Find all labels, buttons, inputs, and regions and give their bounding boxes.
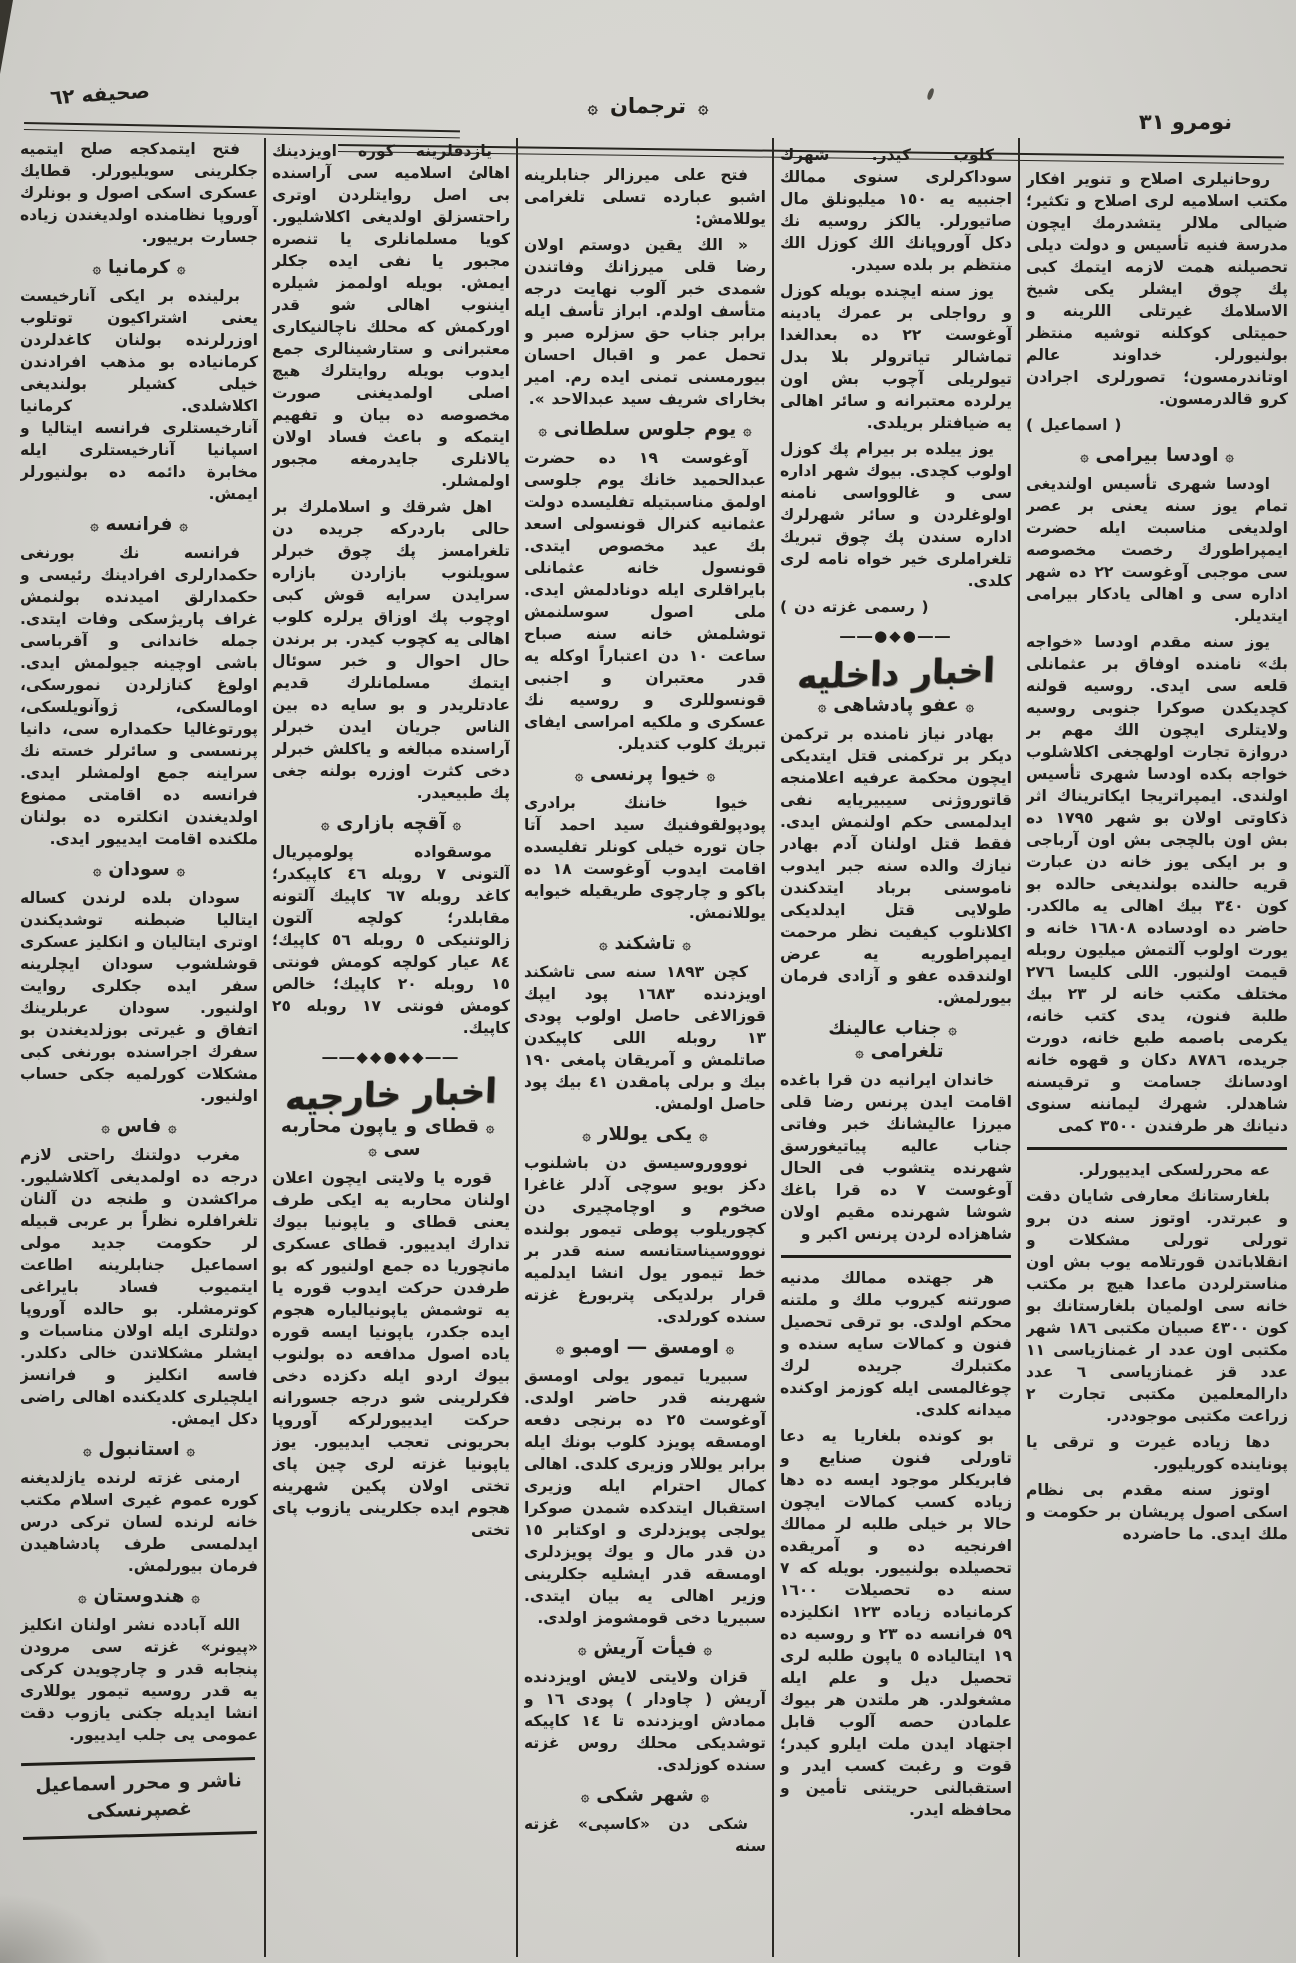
floral-ornament-icon: ۞ [78,1590,87,1606]
floral-ornament-icon: ۞ [743,423,752,439]
section-heading-label: استانبول [98,1439,180,1460]
section-heading [524,1337,766,1360]
floral-ornament-icon: ۞ [682,937,691,953]
article-paragraph: هر جهتده ممالك مدنيه صورتنه كيروب ملك و ملتنه محكم اولدى. بو ترقى تحصيل فنون و كمالات سايه سنده و مكتبلرك جريده لرك چوغالمسى ايله كوزمز اوكنده ميدانه كلدى. [780,1269,1012,1419]
section-heading [20,1586,258,1609]
imprint-box: ناشر و محرر اسماعيل غصپرنسكى [21,1757,257,1840]
section-heading-label: فاس [116,1116,162,1137]
article-paragraph: خاندان ايرانيه دن قرا باغده اقامت ايدن پرنس رضا قلى ميرزا عاليشانك خبر وفاتى جناب عاليه پياتيغورسق شهرنده يتشوب فى الحال آوغوست ٧ ده قرا باغك شوشا شهرنده مقيم اولان شاهزاده لردن پرنس اكبر و [780,1071,1012,1243]
floral-ornament-icon: ۞ [582,1128,591,1144]
floral-ornament-icon: ۞ [699,1128,708,1144]
article-paragraph: مغرب دولتنك راحتى لازم درجه ده اولمديغى آكلاشليور. مراكشدن و طنجه دن آلنان تلغرافلره نظراً بر عربى قبيله لر حكومت جديد مولى اسماعيل جنابلرينه اطاعت ايتميوب فساد بايراغى كوترمشلر. بو حالده آوروپا دولتلرى ايله اولان مناسبات و ايشلر مشكلاتدن خالى دكلدر. فاسه انكليز و فرانسز ايلچيلرى كلديكنده اهالى راضى دكل ايمش. [20,1146,258,1428]
article-paragraph: الله آبادده نشر اولنان انكليز «پيونر» غزته سى مرودن پنجابه قدر و چارچويدن كركى يه قدر روسيه تيمور يوللارى انشا ايديله جكنى يازوب دقت عمومى يى جلب ايدييور. [20,1616,258,1744]
floral-ornament-icon: ۞ [587,98,598,118]
page-number-label: صحيفه ٦٢ [49,78,151,110]
article-paragraph: اوتوز سنه مقدم بى نظام اسكى اصول پريشان بر حكومت و ملك ايدى. ما حاضرده [1026,1481,1288,1543]
masthead-title: ترجمان [610,94,686,118]
article-paragraph: برلينده بر ايكى آنارخيست يعنى اشتراكيون توتلوب اوزرلرنده بولنان كاغدلردن كرمانياده بو مذهب افرادندن خيلى كشيلر بولنديغى اكلاشلدى. كرمانيا آنارخيستلرى فرانسه ايتاليا و اسپانيا آنارخيستلرى ايله مخابرة دائمه ده بولنيورلر ايمش. [20,287,258,503]
article-paragraph: قوره يا ولايتى ايچون اعلان اولنان محاربه يه ايكى طرف يعنى قطاى و ياپونيا بيوك تدارك ايدييور. قطاى عسكرى مانچوريا ده جمع اولنيور كه بو طرفدن حركت ايدوب قوره يا يه توشمش ياپونيالياره هجوم ايده جكدر، ياپونيا ايسه قوره ياده اصول مدافعه ده بولنوب بيوك اردو ايله دكزده دخى فكرلرينى شو درجه جسورانه حركت ايدييورلركه آوروپا بحريونى تعجب ايدييور. يوز ياپونيا غزته لرى چين پاى تختى اولان پكين شهرينه هجوم ايده جكلرينى يازوب پاى تختى [272,1169,510,1539]
column-divider [772,138,774,1957]
floral-ornament-icon: ۞ [574,768,584,784]
section-heading-label: اومسق ― اومبو [571,1337,719,1358]
floral-ornament-icon: ۞ [93,863,102,879]
section-heading-label: اودسا بيرامى [1095,445,1219,466]
masthead [0,94,1296,118]
section-heading [780,695,1012,718]
section-heading-label: يوم جلوس سلطانى [553,419,737,440]
article-paragraph: كچن ١٨٩٣ سنه سى تاشكند اويزدنده ١٦٨٣ پود ايپك قوزالاغى حاصل اولوب پودى ١٣ روبله اللى كاپيكدن صاتلمش و آمريقان پامغى ١٩٠ بيك و برلى پامقدن ٤١ بيك پود حاصل اولمش. [524,963,766,1113]
floral-ornament-icon: ۞ [725,1341,735,1357]
article-paragraph: سبيريا تيمور يولى اومسق شهرينه قدر حاضر اولدى. آوغوست ٢٥ ده برنجى دفعه اومسقه پويزد كلوب بونك ايله برابر يوللار وزيرى كلدى. اهالى كمال احترام ايله وزيرى استقبال ايتدكده شمدن صوكرا يولجى پويزدلرى و اوكتابر ١٥ دن قدر مال و يوك پويزدلرى اومسقه قدر ايشليه جكلرينى وزير اهالى يه بيان ايتدى. سبيريا دخى قومشومز اولدى. [524,1367,766,1627]
section-heading [524,1638,766,1661]
floral-ornament-icon: ۞ [101,1120,110,1136]
article-paragraph: آوغوست ١٩ ده حضرت عبدالحميد خانك يوم جلوسى اولمق مناسبتيله تفليسده دولت عثمانيه كنرال قونسولى اسعد بك عيد مخصوص ايتدى. قونسول خانه عثمانلى بايراقلرى ايله دونادلمش ايدى. ملى اصول سوسلنمش توشلمش خانه سنه صباح ساعت ١٠ دن اعتباراً اوكله يه قدر معتبران و اجنبى قونسوللرى و روسيه نك عسكرى و ملكيه امراسى ايفاى تبريك كلوب كتديلر. [524,449,766,753]
floral-ornament-icon: ۞ [191,1590,200,1606]
column-divider [264,138,266,1957]
article-paragraph: قزان ولايتى لايش اويزدنده آريش ( چاودار ) پودى ١٦ و ممادش اويزدنده تا ١٤ كاپيكه توشديكى محلك روس غزته سنده كوزلدى. [524,1668,766,1774]
floral-ornament-icon: ۞ [321,817,330,833]
section-heading-label: كرمانيا [107,257,171,278]
section-heading [272,813,510,836]
article-paragraph: سودان بلده لرندن كساله ايتاليا ضبطنه توشديكندن اوترى ايتاليان و انكليز عسكرى قوشلشوب سودان ايچلرينه سفر ايده جكلرى روايت اولنيور. سودان عربلرينك اتفاق و غيرتى بوزلديغندن بو سفرك اجراسنده بورنغى كبى مشكلات كورلميه جكى حساب اولنيور. [20,889,258,1105]
section-heading-label: خيوا پرنسى [590,764,700,785]
floral-ornament-icon: ۞ [179,518,188,534]
floral-ornament-icon: ۞ [555,1341,565,1357]
section-heading [524,419,766,442]
article-paragraph: نوووروسيسق دن باشلنوب دكز بويو سوچى آدلر غاغرا صخوم و اوچامچيرى دن كچوريلوب پوطى تيمور بولنده نوووسيناستانسه سنه قدر بر خط تيمور يول انشا ايدلميه قرار برلديكى پتربورغ غزته سنده كورلدى. [524,1154,766,1326]
news-section-title: اخبار داخليه [796,650,996,698]
section-heading [20,1439,258,1462]
column-4 [272,138,510,1957]
floral-ornament-icon: ۞ [90,518,99,534]
floral-ornament-icon: ۞ [177,261,186,277]
article-paragraph: كلوب كيدر. شهرك سوداكرلرى سنوى ممالك اجنبيه يه ١٥٠ ميليونلق مال صاتيورلر. يالكز روسيه نك دكل آوروپانك الك كوزل الك منتظم بر بلده سيدر. [780,146,1012,274]
article-paragraph: اهل شرقك و اسلاملرك بر حالى باردركه جريده دن تلغرامسز پك چوق خبرلر سويلنوب بازاردن بازاره سرايدن سرايه قوش كبى اوچوب پك اوزاق يرلره كلوب اهالى يه كچوب كيدر. بر برندن حال احوال و خبر سوئال ايتمك مسلمانلرك قديم عادتلريدر و بو سايه ده بين الناس جريان ايدن خبرلر آراسنده مبالغه و ياكلش خبرلر دخى كثرت اوزره بولنه جغى پك طبيعيدر. [272,498,510,802]
section-heading [20,514,258,537]
article-paragraph: روحانيلرى اصلاح و تنوير افكار مكتب اسلاميه لرى اصلاح و تكثير؛ ضيالى ملالر يتشدرمك ايچون مدرسة فنيه تأسيس و دولت ديلى تحصيلنه همت لازمه ايتمك كبى پك چوق ايشلر يكى شيخ الاسلامك غيرتلى اللرينه و حميتلى كوكلنه توشيه منتظر بولنيورلر. خداوند عالم اوتاندرمسون؛ تصورلرى اجرادن كرو قالدرمسون. [1026,170,1288,408]
article-paragraph: خيوا خاننك برادرى پودپولقوفنيك سيد احمد آتا جان توره خيلى كونلر تفليسده اقامت ايدوب آوغوست ١٨ ده باكو و چارچوى طريقيله خيوايه يوللانمش. [524,794,766,922]
article-paragraph: يوز ييلده بر بيرام پك كوزل اولوب كچدى. بيوك شهر اداره سى و غالوواسى نامنه اولوغلردن و سائر شهرلرك اداره سندن پك چوق تبريك تلغراملرى خير خواه نامه لرى كلدى. [780,440,1012,590]
floral-ornament-icon: ۞ [186,1443,195,1459]
floral-ornament-icon: ۞ [368,1143,377,1159]
section-heading-label: هندوستان [93,1586,185,1607]
inline-rule [1027,1147,1287,1150]
section-heading [524,1785,766,1808]
floral-ornament-icon: ۞ [485,1120,495,1136]
floral-ornament-icon: ۞ [703,1642,712,1658]
article-paragraph: اودسا شهرى تأسيس اولنديغى تمام يوز سنه يعنى بر عصر اولديغى مناسبت ايله حضرت ايمپراطورك رخصت مخصوصه سى موجبى آوغوست ٢٢ ده شهر اداره سى و اهالى يادكار بيرامى ايتديلر. [1026,475,1288,625]
section-heading [1026,445,1288,468]
section-heading [20,257,258,280]
article-paragraph: شكى دن «كاسپى» غزته سنه [524,1815,766,1855]
ornament-separator: ――●◆●―― [840,627,952,645]
section-heading-label: قطاى و ياپون محاربه سى [280,1116,479,1160]
column-2 [780,138,1012,1957]
scan-corner-artifact [0,0,13,74]
floral-ornament-icon: ۞ [83,1443,92,1459]
article-paragraph: يوز سنه ايچنده بويله كوزل و رواجلى بر عمرك يادينه آوغوست ٢٢ ده بعدالغدا تماشالر تياترولر بلا بدل تيولريلى آچوب بش اون يرلرده معتبرانه و سائر اهالى يه ضيافتلر بريلدى. [780,282,1012,432]
article-paragraph: دها زياده غيرت و ترقى يا پوناينده كوريليور. [1026,1433,1288,1473]
signature-line: ( اسماعيل ) [1026,416,1122,434]
columns-area [20,138,1288,1957]
column-divider [516,138,518,1957]
article-paragraph: فرانسه نك بورنغى حكمدارلرى افرادينك رئيسى و حكمدارلق اميدنده بولنمش غراف پاريژسكى وفات ايتدى. جمله خاندانى و آقرباسى باشى اوچينه جيولمش ايدى. اولوغ كنازلردن نمورسكى، اومالسكى، ژوآنويلسكى، پورتوغاليا حكمداره سى، دانيا پرنسسى و سائرلر خسته نك سراينه جمع اولمشلر ايدى. فرانسه ده اقامتى ممنوع اولديغندن انكلتره ده بولنان ملكنده اقامت ايدييور ايدى. [20,544,258,848]
section-heading-label: فيأت آريش [593,1638,697,1659]
article-paragraph: يازدقلرينه كوره اويزدينك اهالئ اسلاميه سى آراسنده بى اصل روايتلردن اوترى راحتسزلق اولديغى اكلاشليور. كويا مسلمانلرى يا تنصره مجبور يا نفى ايده جكلر ايمش. بويله اولممز شيلره ايننوب اهالى شو قدر اوركمش كه محلك ناچالنيكارى معتبرانى و ستارشينالرى جمع ايدوب بويله روايتلرك هيچ اصلى اولمديغنى صورت مخصوصه ده بيان و تفهيم ايتمكه و باعث فساد اولان يالانلرى جايدرمغه مجبور اولمشلر. [272,142,510,490]
section-heading-label: عفو پادشاهى [833,695,959,716]
floral-ornament-icon: ۞ [948,1022,957,1038]
column-5-leftmost [20,138,258,1957]
article-paragraph: موسقواده پولومپريال آلتونى ٧ روبله ٤٦ كاپيكدر؛ كاغد روبله ٦٧ كاپيك آلتونه مقابلدر؛ كولچه آلتون زالوتنيكى ٥ روبله ٥٦ كاپيك؛ ٨٤ عيار كولچه كومش فونتى ١٥ روبله ٢٠ كاپيك؛ خالص كومش فونتى ١٧ روبله ٢٥ كاپيك. [272,843,510,1037]
section-heading [20,1116,258,1139]
article-paragraph: بو كونده بلغاريا يه دعا تاورلى فنون صنايع و فابريكلر موجود ايسه ده دها زياده كسب كمالات ايچون حالا بر خيلى طلبه لر ممالك افرنجيه ده و آمريقده تحصيلده بولنييور. بويله كه ٧ سنه ده تحصيلات ١٦٠٠ كرمانياده زياده ١٢٣ انكليزده ٥٩ فرانسه ده ٢٣ و روسيه ده ١٩ ايتالياده ٥ ياپون طلبه لرى تحصيل ديل و علم ايله مشغولدر. هر ملتدن هر بيوك علمادن حصه آلوب قابل اجتهاد ايدن ملت ايلرو كيدر؛ قوت و رغبت كسب ايدر و استقبالنى حريتنى تأمين و محافظه ايدر. [780,1427,1012,1819]
ornament-separator: ――◆◆●◆◆―― [322,1048,460,1066]
floral-ornament-icon: ۞ [1225,449,1234,465]
floral-ornament-icon: ۞ [168,1120,177,1136]
floral-ornament-icon: ۞ [538,423,547,439]
floral-ornament-icon: ۞ [581,1789,590,1805]
article-paragraph: فتح على ميرزالر جنابلرينه اشبو عبارده تسلى تلغرامى يوللامش: [524,166,766,228]
floral-ornament-icon: ۞ [599,937,608,953]
inline-rule [781,1255,1011,1258]
section-heading [780,1018,1012,1064]
section-heading [524,933,766,956]
column-1-rightmost [1026,138,1288,1957]
floral-ornament-icon: ۞ [818,699,827,715]
section-heading-label: آقچه بازارى [336,813,446,834]
news-section-title: اخبار خارجيه [284,1071,498,1119]
floral-ornament-icon: ۞ [855,1045,864,1061]
article-paragraph: بلغارستانك معارفى شايان دقت و عبرتدر. اوتوز سنه دن برو تورلى تورلى مشكلات و انقلاباتدن قورتلامه يوب بش اون مناسترلردن ماعدا هيچ بر مكتب خانه سى اولميان بلغارستانك بو كون ٤٣٠٠ صبيان مكتبى ١٨٦ شهر مكتبى اون عدد ار غمنازياسى ١١ عدد قز غمنازياسى ٦ عدد دارالمعلمين مكتبى تجارت ٢ زراعت مكتبى موجوددر. [1026,1187,1288,1425]
section-heading-label: يكى يوللار [597,1124,693,1145]
article-paragraph: بهادر نياز نامنده بر تركمن ديكر بر تركمنى قتل ايتديكى ايچون محكمة عرفيه اعلامنجه قاتوروژنى سيبيريايه نفى ايدلمسى حكم اولنمش ايدى. فقط قتل اولنان آدم بهادر نيازك والده سنه جبر ايدوب ناموسنى برباد ايتدكندن طولايى قتل ايدلديكى اكلانلوب كيفيت نظر مرحمت ايمپراطوريه يه عرض اولندقده عفو و آزادى فرمان بيورلمش. [780,725,1012,1007]
floral-ornament-icon: ۞ [1080,449,1089,465]
floral-ornament-icon: ۞ [698,98,709,118]
section-heading [20,859,258,882]
section-heading-label: فرانسه [105,514,173,535]
header-rule [24,122,460,138]
article-paragraph: يوز سنه مقدم اودسا «خواجه بك» نامنده اوفاق بر عثمانلى قلعه سى ايدى. روسيه قولنه كچديكدن صوكرا جنوبى روسيه ولايتلرى ايچون الك مهم بر دروازة تجارت اولهجغى اكلاشلوب خواجه بكده اودسا شهرى تأسيس اولندى. ايمپراتريجا ايكاتريناك اثر ذكاوتى اولان بو شهر ١٧٩٥ ده بش اون بالچجى بش اون آرباجى و بر ايكى يوز خانه دن عبارت قريه حالنده بولنديغى حالده بو كون ٣٤٠ بيك اهالى يه مالكدر. حاضر ده اودساده ١٦٨٠٨ خانه و يورت اولوب آلتمش ميليون روبله قيمت اولنيور. اللى كليسا ٢٧٦ مختلف مكتب خانه لر ٢٣ بيك طلبة فنون، يدى كتب خانه، يكرمى باصمه طبع خانه، دورت جريده، ٨٧٨٦ دكان و قهوه خانه اودسانك جسامت و ترقيسنه شاهدلر. شهرك ليماننه سنوى دنيانك هر طرفندن ٣٥٠٠ كمى [1026,633,1288,1135]
floral-ornament-icon: ۞ [92,261,101,277]
article-paragraph: فتح ايتمدكجه صلح ايتميه جكلرينى سويليورلر. قطايك عسكرى اسكى اصول و بونلرك آوروپا نظامنده اولديغندن زياده جسارت برييور. [20,140,258,246]
section-heading-label: جناب عالينك تلغرامى [828,1018,944,1062]
article-paragraph: عه محررلسكى ايدييورلر. [1078,1161,1270,1179]
section-heading-label: شهر شكى [596,1785,694,1806]
column-3-middle [524,138,766,1957]
article-paragraph: ارمنى غزته لرنده يازلديغنه كوره عموم غيرى اسلام مكتب خانه لرنده لسان تركى درس ايدلمسى طرف پادشاهيدن فرمان بيورلمش. [20,1469,258,1575]
column-divider [1018,138,1020,1957]
article-paragraph: « الك يقين دوستم اولان رضا قلى ميرزانك وفاتندن شمدى خبر آلوب نهايت درجه متأسف اولدم. ابراز تأسف ايله برابر جناب حق سزلره صبر و تحمل عمر و اقبال احسان بيورمسنى تمنى ايده رم. امير بخاراى شريف سيد عبدالاحد ». [524,236,766,408]
section-heading [524,764,766,787]
section-heading [272,1116,510,1162]
floral-ornament-icon: ۞ [965,699,974,715]
floral-ornament-icon: ۞ [578,1642,587,1658]
floral-ornament-icon: ۞ [452,817,461,833]
floral-ornament-icon: ۞ [706,768,716,784]
signature-line: ( رسمى غزته دن ) [780,598,929,616]
section-heading-label: سودان [108,859,170,880]
floral-ornament-icon: ۞ [700,1789,709,1805]
section-heading-label: تاشكند [614,933,676,954]
floral-ornament-icon: ۞ [176,863,185,879]
section-heading [524,1124,766,1147]
issue-number-label: نومرو ٣١ [1138,110,1232,134]
